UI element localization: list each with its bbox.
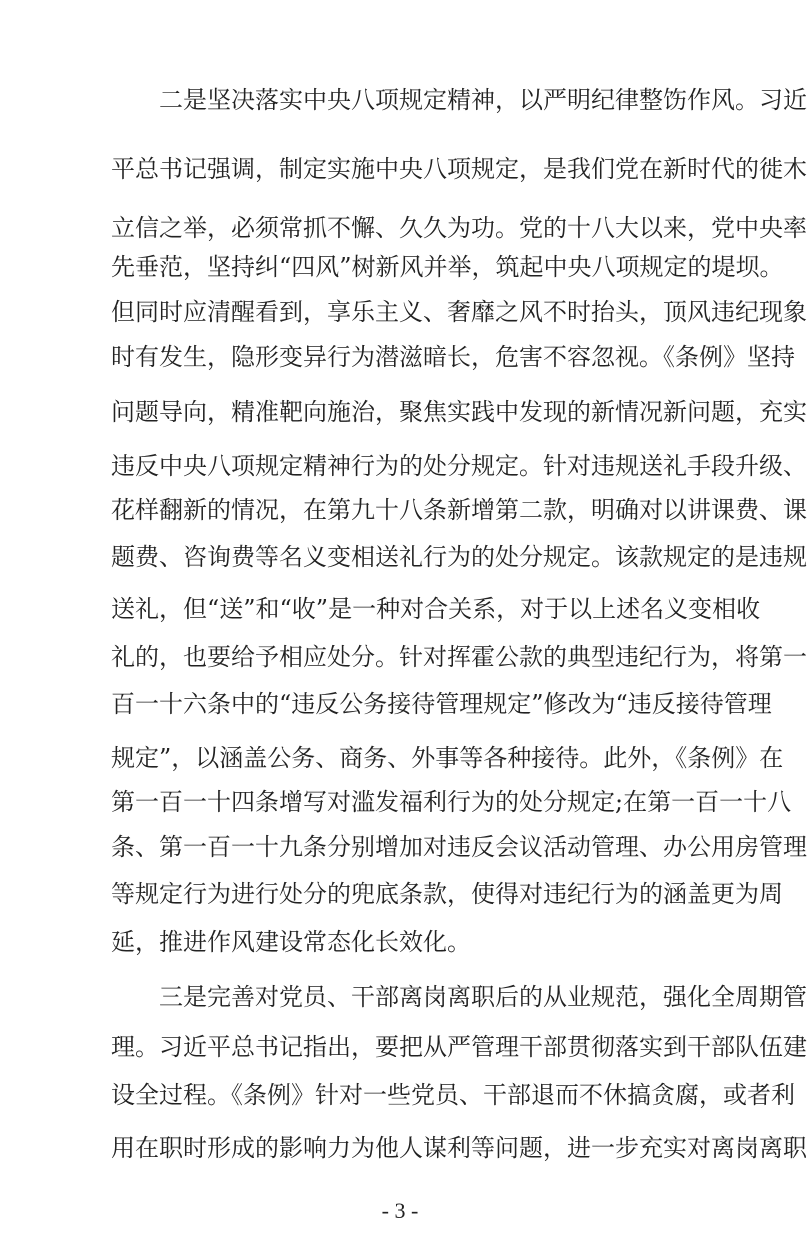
paragraph-1-line-9: 花样翻新的情况，在第九十八条新增第二款，明确对以讲课费、课 bbox=[111, 496, 807, 524]
paragraph-2-line-4: 用在职时形成的影响力为他人谋利等问题，进一步充实对离岗离职 bbox=[111, 1134, 807, 1162]
page-number: - 3 - bbox=[381, 1198, 419, 1223]
paragraph-2-line-1: 三是完善对党员、干部离岗离职后的从业规范，强化全周期管 bbox=[159, 983, 807, 1011]
paragraph-1-line-4: 先垂范，坚持纠“四风”树新风并举，筑起中央八项规定的堤坝。 bbox=[111, 253, 784, 281]
paragraph-1-line-18: 延，推进作风建设常态化长效化。 bbox=[111, 928, 471, 956]
paragraph-1-line-5: 但同时应清醒看到，享乐主义、奢靡之风不时抬头，顶风违纪现象 bbox=[111, 298, 807, 326]
paragraph-1-line-3: 立信之举，必须常抓不懈、久久为功。党的十八大以来，党中央率 bbox=[111, 214, 807, 242]
paragraph-1-line-2: 平总书记强调，制定实施中央八项规定，是我们党在新时代的徙木 bbox=[111, 155, 807, 183]
paragraph-1-line-16: 条、第一百一十九条分别增加对违反会议活动管理、办公用房管理 bbox=[111, 833, 807, 861]
paragraph-1-line-17: 等规定行为进行处分的兜底条款，使得对违纪行为的涵盖更为周 bbox=[111, 880, 783, 908]
paragraph-1-line-15: 第一百一十四条增写对滥发福利行为的处分规定;在第一百一十八 bbox=[111, 788, 792, 816]
paragraph-1-line-10: 题费、咨询费等名义变相送礼行为的处分规定。该款规定的是违规 bbox=[111, 543, 807, 571]
paragraph-1-line-12: 礼的，也要给予相应处分。针对挥霍公款的典型违纪行为，将第一 bbox=[111, 643, 807, 671]
paragraph-1-line-8: 违反中央八项规定精神行为的处分规定。针对违规送礼手段升级、 bbox=[111, 452, 807, 480]
paragraph-1-line-1: 二是坚决落实中央八项规定精神，以严明纪律整饬作风。习近 bbox=[159, 86, 807, 114]
paragraph-2-line-2: 理。习近平总书记指出，要把从严管理干部贯彻落实到干部队伍建 bbox=[111, 1033, 807, 1061]
paragraph-1-line-14: 规定”，以涵盖公务、商务、外事等各种接待。此外，《条例》在 bbox=[111, 744, 784, 772]
paragraph-2-line-3: 设全过程。《条例》针对一些党员、干部退而不休搞贪腐，或者利 bbox=[111, 1081, 795, 1109]
paragraph-1-line-6: 时有发生，隐形变异行为潜滋暗长，危害不容忽视。《条例》坚持 bbox=[111, 343, 795, 371]
paragraph-1-line-11: 送礼，但“送”和“收”是一种对合关系，对于以上述名义变相收 bbox=[111, 595, 761, 623]
paragraph-1-line-7: 问题导向，精准靶向施治，聚焦实践中发现的新情况新问题，充实 bbox=[111, 398, 807, 426]
paragraph-1-line-13: 百一十六条中的“违反公务接待管理规定”修改为“违反接待管理 bbox=[111, 690, 772, 718]
